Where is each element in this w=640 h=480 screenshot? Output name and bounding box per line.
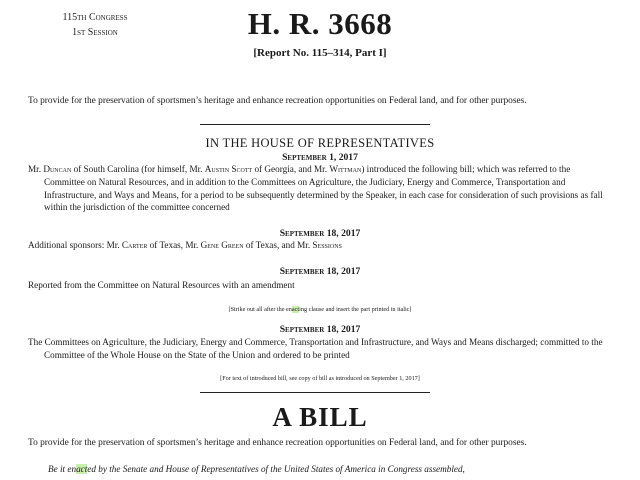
sponsor-name: Carter <box>121 240 148 250</box>
purpose-statement-top: To provide for the preservation of sportsmen’s heritage and enhance recreation opportunities on Federal land, and for other purposes. <box>28 96 527 106</box>
discharged-paragraph <box>28 336 618 362</box>
intro-text: ) introduced the following bill; which was referred to the <box>361 164 571 174</box>
discharged-line: The Committees on Agriculture, the Judiciary, Energy and Commerce, Transportation and Infrastructure, and Ways and Means discharged; committed to the <box>28 337 603 347</box>
enacting-text: Be it en <box>48 464 77 474</box>
intro-line: Committee on Natural Resources, and in addition to the Committees on Agriculture, the Judiciary, Energy and Commerce, Transportation and <box>44 176 566 187</box>
intro-text: Mr. <box>28 164 44 174</box>
cosponsor-name: Wittman <box>329 164 362 174</box>
purpose-statement-bottom: To provide for the preservation of sportsmen’s heritage and enhance recreation opportunities on Federal land, and for other purposes. <box>28 438 527 448</box>
cosponsor-name: Austin Scott <box>204 164 253 174</box>
search-highlight: act <box>291 306 300 313</box>
search-highlight: act <box>76 464 88 474</box>
sponsor-name: Sessions <box>312 240 342 250</box>
congress-label: 115th Congress <box>62 12 128 23</box>
action-date-2: September 18, 2017 <box>279 228 361 239</box>
bill-heading: A BILL <box>272 402 368 432</box>
additional-sponsors <box>28 239 618 252</box>
house-heading: IN THE HOUSE OF REPRESENTATIVES <box>205 136 435 150</box>
action-date-1: September 1, 2017 <box>282 152 358 163</box>
sponsors-text: of Texas, Mr. <box>147 240 201 250</box>
action-date-3: September 18, 2017 <box>279 266 361 277</box>
intro-line: Infrastructure, and Ways and Means, for a period to be subsequently determined by the Speaker, in each case for consideration of such provisions as fall <box>44 189 603 200</box>
reported-statement: Reported from the Committee on Natural Resources with an amendment <box>28 280 295 290</box>
session-label: 1st Session <box>72 27 118 38</box>
introduced-text-note: [For text of introduced bill, see copy of bill as introduced on September 1, 2017] <box>220 375 420 382</box>
intro-text: of South Carolina (for himself, Mr. <box>71 164 205 174</box>
report-number: [Report No. 115–314, Part I] <box>253 47 387 59</box>
action-date-4: September 18, 2017 <box>279 324 361 335</box>
sponsor-name: Gene Green <box>200 240 244 250</box>
note-text: [Strike out all after the en <box>228 306 292 313</box>
sponsors-text: Additional sponsors: Mr. <box>28 240 122 250</box>
divider-bottom <box>200 392 430 393</box>
discharged-line: Committee of the Whole House on the State of the Union and ordered to be printed <box>44 349 350 360</box>
strike-note <box>0 306 640 313</box>
sponsors-text: of Texas, and Mr. <box>243 240 313 250</box>
enacting-text: ed by the Senate and House of Representatives of the United States of America in Congress assembled, <box>87 464 465 474</box>
intro-line: within the jurisdiction of the committee concerned <box>44 202 230 213</box>
divider-top <box>200 124 430 125</box>
note-text: ing clause and insert the part printed in italic] <box>299 306 412 313</box>
intro-text: of Georgia, and Mr. <box>252 164 330 174</box>
bill-number: H. R. 3668 <box>247 6 393 41</box>
enacting-clause <box>48 464 608 474</box>
sponsor-name: Duncan <box>43 164 72 174</box>
introduction-paragraph <box>28 163 618 214</box>
